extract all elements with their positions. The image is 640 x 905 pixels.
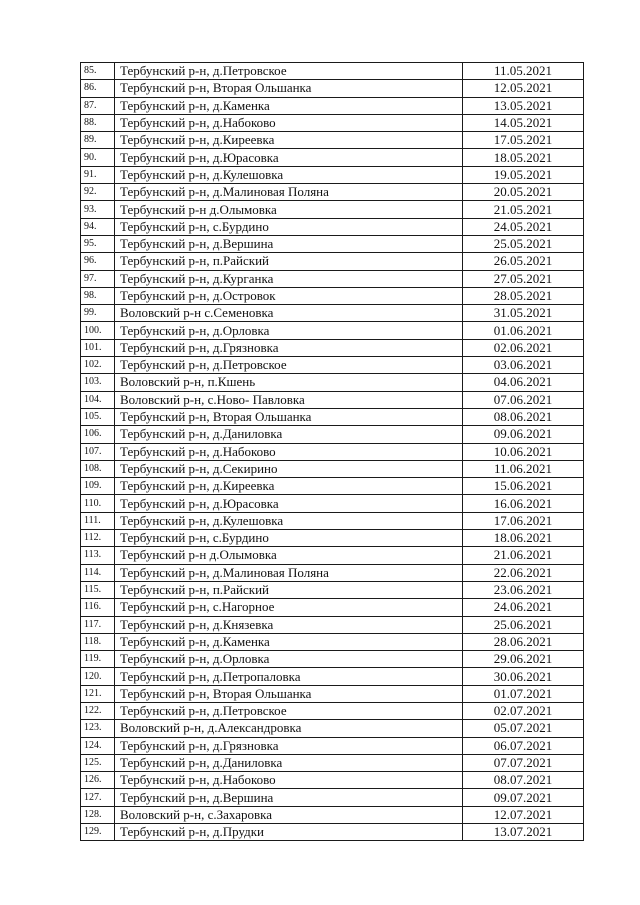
location-cell: Тербунский р-н, д.Набоково: [115, 772, 463, 789]
row-number-cell: 108.: [81, 460, 115, 477]
table-row: [81, 97, 584, 114]
date-cell: 20.05.2021: [463, 184, 584, 201]
location-cell: Тербунский р-н, д.Петропаловка: [115, 668, 463, 685]
date-cell: 04.06.2021: [463, 374, 584, 391]
location-cell: Тербунский р-н, д.Каменка: [115, 633, 463, 650]
row-number-cell: 114.: [81, 564, 115, 581]
location-cell: Воловский р-н, п.Кшень: [115, 374, 463, 391]
table-row: [81, 287, 584, 304]
location-cell: Тербунский р-н, д.Киреевка: [115, 132, 463, 149]
location-cell: Тербунский р-н д.Олымовка: [115, 201, 463, 218]
location-cell: Тербунский р-н, д.Юрасовка: [115, 149, 463, 166]
row-number-cell: 107.: [81, 443, 115, 460]
location-cell: Тербунский р-н, д.Малиновая Поляна: [115, 564, 463, 581]
row-number-cell: 128.: [81, 806, 115, 823]
date-cell: 28.06.2021: [463, 633, 584, 650]
row-number-cell: 106.: [81, 426, 115, 443]
location-cell: Тербунский р-н д.Олымовка: [115, 547, 463, 564]
row-number-cell: 105.: [81, 408, 115, 425]
location-cell: Тербунский р-н, д.Петровское: [115, 702, 463, 719]
date-cell: 11.06.2021: [463, 460, 584, 477]
date-cell: 01.06.2021: [463, 322, 584, 339]
table-row: [81, 547, 584, 564]
table-row: [81, 581, 584, 598]
location-cell: Воловский р-н, д.Александровка: [115, 720, 463, 737]
date-cell: 08.06.2021: [463, 408, 584, 425]
date-cell: 12.07.2021: [463, 806, 584, 823]
table-row: [81, 616, 584, 633]
location-cell: Тербунский р-н, д.Юрасовка: [115, 495, 463, 512]
row-number-cell: 111.: [81, 512, 115, 529]
table-row: [81, 478, 584, 495]
row-number-cell: 113.: [81, 547, 115, 564]
date-cell: 02.07.2021: [463, 702, 584, 719]
date-cell: 15.06.2021: [463, 478, 584, 495]
table-row: [81, 737, 584, 754]
location-cell: Тербунский р-н, д.Набоково: [115, 443, 463, 460]
location-cell: Тербунский р-н, д.Петровское: [115, 63, 463, 80]
table-row: [81, 426, 584, 443]
date-cell: 27.05.2021: [463, 270, 584, 287]
location-cell: Воловский р-н с.Семеновка: [115, 305, 463, 322]
table-row: [81, 651, 584, 668]
location-cell: Тербунский р-н, д.Кулешовка: [115, 512, 463, 529]
date-cell: 12.05.2021: [463, 80, 584, 97]
location-cell: Тербунский р-н, с.Бурдино: [115, 530, 463, 547]
table-row: [81, 564, 584, 581]
location-cell: Тербунский р-н, д.Орловка: [115, 322, 463, 339]
table-row: [81, 305, 584, 322]
row-number-cell: 103.: [81, 374, 115, 391]
row-number-cell: 90.: [81, 149, 115, 166]
table-row: [81, 495, 584, 512]
row-number-cell: 87.: [81, 97, 115, 114]
table-row: [81, 702, 584, 719]
date-cell: 11.05.2021: [463, 63, 584, 80]
location-cell: Тербунский р-н, д.Секирино: [115, 460, 463, 477]
row-number-cell: 99.: [81, 305, 115, 322]
table-row: [81, 668, 584, 685]
location-cell: Тербунский р-н, с.Бурдино: [115, 218, 463, 235]
row-number-cell: 122.: [81, 702, 115, 719]
date-cell: 07.07.2021: [463, 754, 584, 771]
row-number-cell: 123.: [81, 720, 115, 737]
date-cell: 02.06.2021: [463, 339, 584, 356]
row-number-cell: 115.: [81, 581, 115, 598]
row-number-cell: 118.: [81, 633, 115, 650]
table-row: [81, 685, 584, 702]
location-cell: Тербунский р-н, д.Даниловка: [115, 754, 463, 771]
row-number-cell: 104.: [81, 391, 115, 408]
row-number-cell: 116.: [81, 599, 115, 616]
table-row: [81, 235, 584, 252]
row-number-cell: 86.: [81, 80, 115, 97]
table-row: [81, 166, 584, 183]
row-number-cell: 126.: [81, 772, 115, 789]
table-row: [81, 806, 584, 823]
table-row: [81, 218, 584, 235]
location-cell: Тербунский р-н, д.Кулешовка: [115, 166, 463, 183]
location-cell: Тербунский р-н, д.Каменка: [115, 97, 463, 114]
table-row: [81, 443, 584, 460]
row-number-cell: 121.: [81, 685, 115, 702]
date-cell: 29.06.2021: [463, 651, 584, 668]
table-row: [81, 184, 584, 201]
schedule-table: [80, 62, 584, 841]
row-number-cell: 85.: [81, 63, 115, 80]
date-cell: 16.06.2021: [463, 495, 584, 512]
location-cell: Тербунский р-н, д.Островок: [115, 287, 463, 304]
row-number-cell: 124.: [81, 737, 115, 754]
row-number-cell: 125.: [81, 754, 115, 771]
row-number-cell: 97.: [81, 270, 115, 287]
row-number-cell: 102.: [81, 357, 115, 374]
row-number-cell: 101.: [81, 339, 115, 356]
row-number-cell: 109.: [81, 478, 115, 495]
table-row: [81, 80, 584, 97]
location-cell: Тербунский р-н, д.Прудки: [115, 824, 463, 841]
table-row: [81, 322, 584, 339]
table-row: [81, 63, 584, 80]
date-cell: 30.06.2021: [463, 668, 584, 685]
location-cell: Воловский р-н, с.Ново- Павловка: [115, 391, 463, 408]
table-row: [81, 789, 584, 806]
row-number-cell: 93.: [81, 201, 115, 218]
location-cell: Тербунский р-н, д.Курганка: [115, 270, 463, 287]
date-cell: 10.06.2021: [463, 443, 584, 460]
location-cell: Тербунский р-н, д.Грязновка: [115, 339, 463, 356]
date-cell: 01.07.2021: [463, 685, 584, 702]
schedule-table-body: [81, 63, 584, 841]
date-cell: 14.05.2021: [463, 114, 584, 131]
row-number-cell: 127.: [81, 789, 115, 806]
date-cell: 18.05.2021: [463, 149, 584, 166]
date-cell: 31.05.2021: [463, 305, 584, 322]
table-row: [81, 530, 584, 547]
date-cell: 13.05.2021: [463, 97, 584, 114]
date-cell: 21.05.2021: [463, 201, 584, 218]
row-number-cell: 92.: [81, 184, 115, 201]
location-cell: Тербунский р-н, с.Нагорное: [115, 599, 463, 616]
row-number-cell: 89.: [81, 132, 115, 149]
row-number-cell: 88.: [81, 114, 115, 131]
table-row: [81, 772, 584, 789]
table-row: [81, 824, 584, 841]
table-row: [81, 114, 584, 131]
table-row: [81, 357, 584, 374]
table-row: [81, 512, 584, 529]
date-cell: 03.06.2021: [463, 357, 584, 374]
date-cell: 08.07.2021: [463, 772, 584, 789]
location-cell: Тербунский р-н, д.Малиновая Поляна: [115, 184, 463, 201]
date-cell: 09.06.2021: [463, 426, 584, 443]
location-cell: Тербунский р-н, п.Райский: [115, 581, 463, 598]
table-row: [81, 132, 584, 149]
date-cell: 17.05.2021: [463, 132, 584, 149]
location-cell: Тербунский р-н, п.Райский: [115, 253, 463, 270]
table-row: [81, 391, 584, 408]
date-cell: 23.06.2021: [463, 581, 584, 598]
table-row: [81, 633, 584, 650]
location-cell: Тербунский р-н, д.Киреевка: [115, 478, 463, 495]
date-cell: 22.06.2021: [463, 564, 584, 581]
table-row: [81, 201, 584, 218]
table-row: [81, 754, 584, 771]
row-number-cell: 112.: [81, 530, 115, 547]
date-cell: 13.07.2021: [463, 824, 584, 841]
date-cell: 28.05.2021: [463, 287, 584, 304]
date-cell: 18.06.2021: [463, 530, 584, 547]
location-cell: Воловский р-н, с.Захаровка: [115, 806, 463, 823]
location-cell: Тербунский р-н, д.Грязновка: [115, 737, 463, 754]
row-number-cell: 100.: [81, 322, 115, 339]
date-cell: 21.06.2021: [463, 547, 584, 564]
table-row: [81, 460, 584, 477]
location-cell: Тербунский р-н, д.Князевка: [115, 616, 463, 633]
table-row: [81, 720, 584, 737]
table-row: [81, 253, 584, 270]
date-cell: 06.07.2021: [463, 737, 584, 754]
table-row: [81, 270, 584, 287]
location-cell: Тербунский р-н, д.Вершина: [115, 235, 463, 252]
date-cell: 24.05.2021: [463, 218, 584, 235]
date-cell: 19.05.2021: [463, 166, 584, 183]
location-cell: Тербунский р-н, д.Вершина: [115, 789, 463, 806]
row-number-cell: 98.: [81, 287, 115, 304]
row-number-cell: 117.: [81, 616, 115, 633]
date-cell: 26.05.2021: [463, 253, 584, 270]
date-cell: 17.06.2021: [463, 512, 584, 529]
table-row: [81, 149, 584, 166]
table-row: [81, 374, 584, 391]
date-cell: 05.07.2021: [463, 720, 584, 737]
date-cell: 09.07.2021: [463, 789, 584, 806]
location-cell: Тербунский р-н, д.Петровское: [115, 357, 463, 374]
date-cell: 24.06.2021: [463, 599, 584, 616]
location-cell: Тербунский р-н, Вторая Ольшанка: [115, 685, 463, 702]
table-row: [81, 408, 584, 425]
date-cell: 25.05.2021: [463, 235, 584, 252]
row-number-cell: 110.: [81, 495, 115, 512]
row-number-cell: 94.: [81, 218, 115, 235]
row-number-cell: 120.: [81, 668, 115, 685]
date-cell: 07.06.2021: [463, 391, 584, 408]
location-cell: Тербунский р-н, д.Орловка: [115, 651, 463, 668]
row-number-cell: 119.: [81, 651, 115, 668]
row-number-cell: 96.: [81, 253, 115, 270]
location-cell: Тербунский р-н, Вторая Ольшанка: [115, 80, 463, 97]
location-cell: Тербунский р-н, д.Даниловка: [115, 426, 463, 443]
location-cell: Тербунский р-н, Вторая Ольшанка: [115, 408, 463, 425]
table-row: [81, 339, 584, 356]
date-cell: 25.06.2021: [463, 616, 584, 633]
location-cell: Тербунский р-н, д.Набоково: [115, 114, 463, 131]
row-number-cell: 91.: [81, 166, 115, 183]
row-number-cell: 129.: [81, 824, 115, 841]
table-row: [81, 599, 584, 616]
row-number-cell: 95.: [81, 235, 115, 252]
